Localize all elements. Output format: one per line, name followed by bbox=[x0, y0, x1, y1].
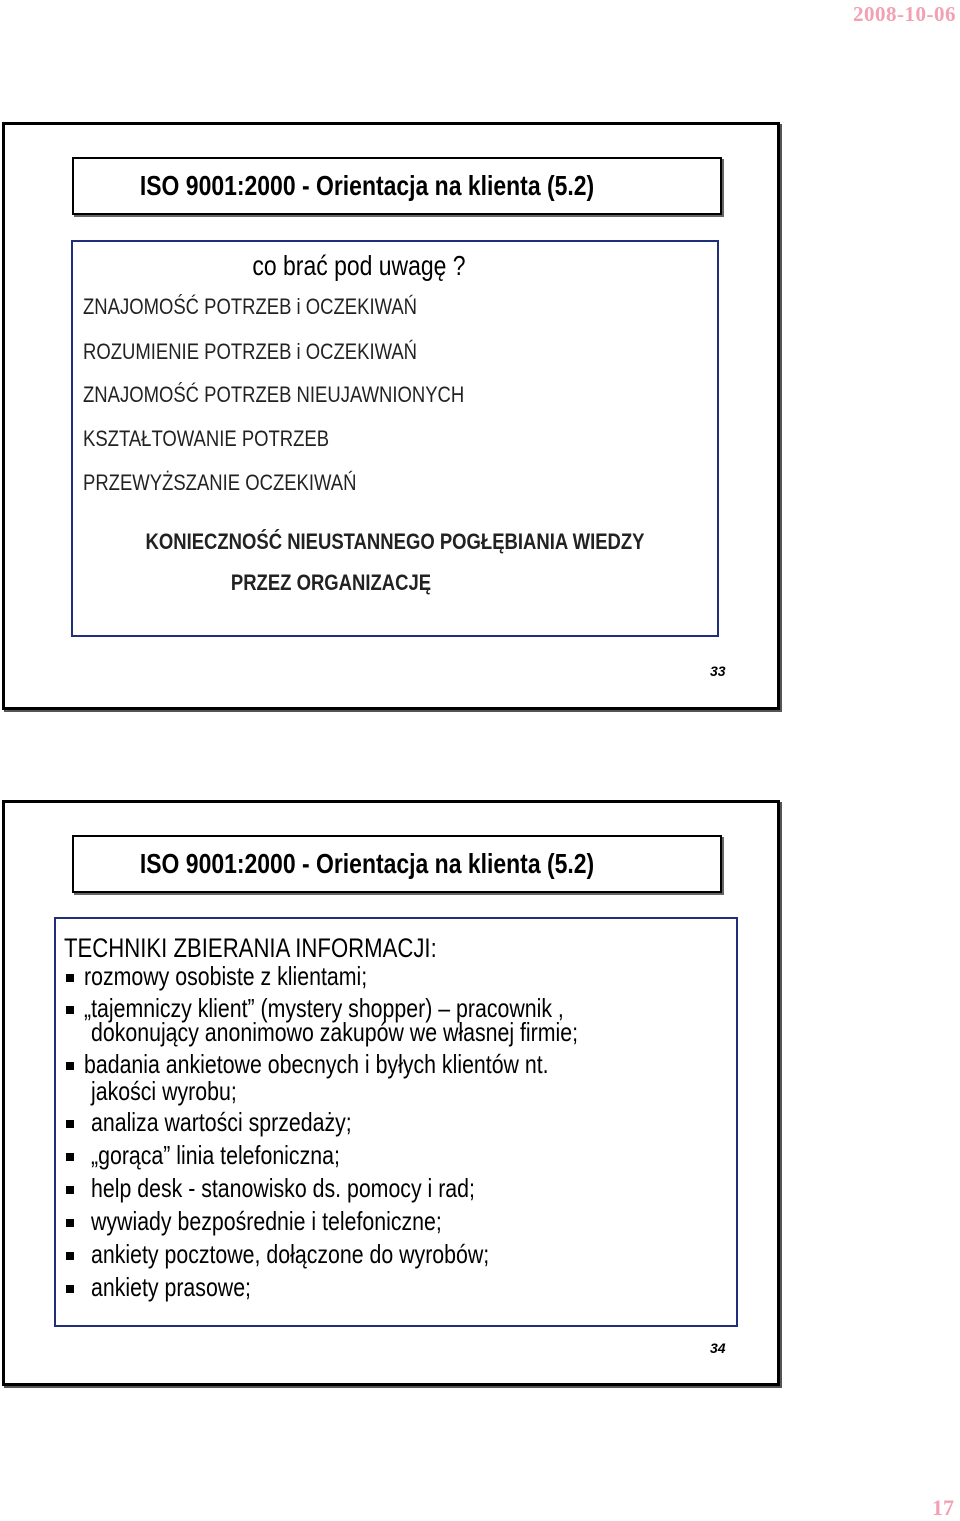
bullet-item: analiza wartości sprzedaży; bbox=[91, 1107, 352, 1137]
bullet-icon bbox=[66, 1006, 74, 1014]
slide-number: 34 bbox=[710, 1340, 726, 1356]
list-item: KSZTAŁTOWANIE POTRZEB bbox=[83, 426, 330, 451]
bullet-item-continuation: dokonujący anonimowo zakupów we własnej firmie; bbox=[91, 1017, 579, 1047]
slide-number: 33 bbox=[710, 663, 726, 679]
bullet-icon bbox=[66, 1285, 74, 1293]
bullet-item: help desk - stanowisko ds. pomocy i rad; bbox=[91, 1173, 475, 1203]
bullet-item: „tajemniczy klient” (mystery shopper) – pracownik , bbox=[84, 993, 564, 1023]
slide-title-box bbox=[72, 157, 722, 215]
list-item: ROZUMIENIE POTRZEB i OCZEKIWAŃ bbox=[83, 339, 418, 364]
slide-34 bbox=[2, 800, 780, 1386]
slide-content-box bbox=[54, 917, 738, 1327]
bullet-item: rozmowy osobiste z klientami; bbox=[84, 961, 368, 991]
bullet-icon bbox=[66, 1153, 74, 1161]
slide-33 bbox=[2, 122, 780, 710]
list-item: ZNAJOMOŚĆ POTRZEB NIEUJAWNIONYCH bbox=[83, 382, 465, 407]
bullet-item: wywiady bezpośrednie i telefoniczne; bbox=[91, 1206, 442, 1236]
bullet-item: ankiety prasowe; bbox=[91, 1272, 251, 1302]
bullet-item-continuation: jakości wyrobu; bbox=[91, 1076, 237, 1106]
slide-heading: co brać pod uwagę ? bbox=[252, 250, 466, 281]
list-item: PRZEWYŻSZANIE OCZEKIWAŃ bbox=[83, 470, 357, 495]
page-number: 17 bbox=[932, 1495, 954, 1520]
emphasis-line: KONIECZNOŚĆ NIEUSTANNEGO POGŁĘBIANIA WIEDZY bbox=[145, 529, 645, 554]
document-date: 2008-10-06 bbox=[853, 2, 956, 26]
bullet-item: ankiety pocztowe, dołączone do wyrobów; bbox=[91, 1239, 490, 1269]
list-item: ZNAJOMOŚĆ POTRZEB i OCZEKIWAŃ bbox=[83, 294, 418, 319]
slide-title-box bbox=[72, 835, 722, 893]
bullet-icon bbox=[66, 1219, 74, 1227]
bullet-icon bbox=[66, 1252, 74, 1260]
slide-content-box bbox=[71, 240, 719, 637]
bullet-icon bbox=[66, 1062, 74, 1070]
bullet-icon bbox=[66, 974, 74, 982]
emphasis-line: PRZEZ ORGANIZACJĘ bbox=[230, 570, 432, 595]
slide-title: ISO 9001:2000 - Orientacja na klienta (5.2) bbox=[139, 848, 595, 879]
bullet-icon bbox=[66, 1120, 74, 1128]
bullet-item: badania ankietowe obecnych i byłych klientów nt. bbox=[84, 1049, 549, 1079]
bullet-item: „gorąca” linia telefoniczna; bbox=[91, 1140, 340, 1170]
slide-title: ISO 9001:2000 - Orientacja na klienta (5.2) bbox=[139, 170, 595, 201]
slide-heading: TECHNIKI ZBIERANIA INFORMACJI: bbox=[64, 933, 437, 963]
bullet-icon bbox=[66, 1186, 74, 1194]
slide-heading-container bbox=[73, 250, 717, 282]
